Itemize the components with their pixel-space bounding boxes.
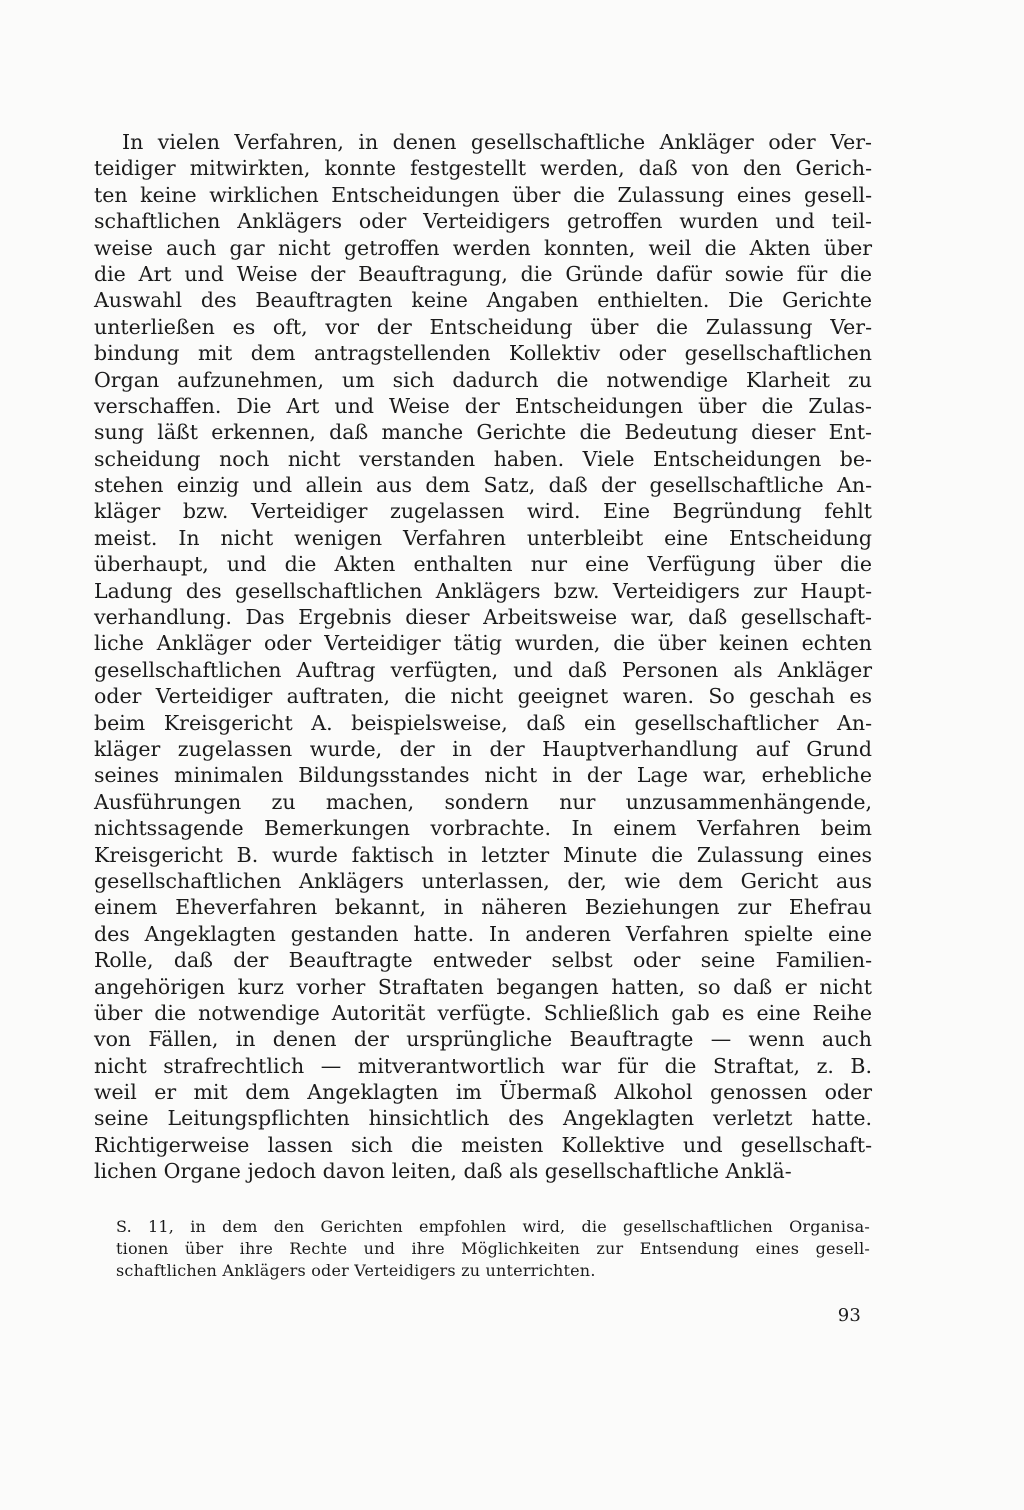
- main-text-line: über die notwendige Autorität verfügte. Schließlich gab es eine Reihe: [94, 1000, 872, 1025]
- footnote-line: tionen über ihre Rechte und ihre Möglichkeiten zur Entsendung eines gesell-: [116, 1239, 870, 1258]
- main-text-line: sung läßt erkennen, daß manche Gerichte die Bedeutung dieser Ent-: [94, 420, 872, 445]
- main-text-line: angehörigen kurz vorher Straftaten begangen hatten, so daß er nicht: [94, 974, 872, 999]
- main-text-line: liche Ankläger oder Verteidiger tätig wurden, die über keinen echten: [94, 631, 872, 656]
- main-text-line: bindung mit dem antragstellenden Kollektiv oder gesellschaftlichen: [94, 341, 872, 366]
- main-text-line: kläger zugelassen wurde, der in der Hauptverhandlung auf Grund: [94, 736, 872, 761]
- main-text-line: die Art und Weise der Beauftragung, die Gründe dafür sowie für die: [94, 261, 872, 286]
- main-text-line: weil er mit dem Angeklagten im Übermaß Alkohol genossen oder: [94, 1080, 872, 1105]
- main-text-line: seines minimalen Bildungsstandes nicht in der Lage war, erhebliche: [94, 763, 872, 788]
- main-text-line: von Fällen, in denen der ursprüngliche Beauftragte — wenn auch: [94, 1027, 872, 1052]
- footnote-block: [116, 1216, 870, 1282]
- main-text-line: beim Kreisgericht A. beispielsweise, daß ein gesellschaftlicher An-: [94, 710, 872, 735]
- main-text-line: gesellschaftlichen Auftrag verfügten, und daß Personen als Ankläger: [94, 657, 872, 682]
- main-text-line: stehen einzig und allein aus dem Satz, daß der gesellschaftliche An-: [94, 473, 872, 498]
- main-text-line: weise auch gar nicht getroffen werden konnten, weil die Akten über: [94, 235, 872, 260]
- main-text-line: meist. In nicht wenigen Verfahren unterbleibt eine Entscheidung: [94, 525, 872, 550]
- main-text-line: ten keine wirklichen Entscheidungen über die Zulassung eines gesell-: [94, 182, 872, 207]
- main-text-line: In vielen Verfahren, in denen gesellschaftliche Ankläger oder Ver-: [122, 130, 872, 154]
- main-text-line: Kreisgericht B. wurde faktisch in letzter Minute die Zulassung eines: [94, 842, 872, 867]
- main-text-line: schaftlichen Anklägers oder Verteidigers getroffen wurden und teil-: [94, 209, 872, 234]
- footnote-line: schaftlichen Anklägers oder Verteidigers zu unterrichten.: [116, 1261, 596, 1280]
- main-text-line: Ladung des gesellschaftlichen Anklägers bzw. Verteidigers zur Haupt-: [94, 578, 872, 603]
- main-text-line: Auswahl des Beauftragten keine Angaben enthielten. Die Gerichte: [94, 288, 872, 313]
- main-text-line: seine Leitungspflichten hinsichtlich des Angeklagten verletzt hatte.: [94, 1106, 872, 1131]
- main-text-line: des Angeklagten gestanden hatte. In anderen Verfahren spielte eine: [94, 921, 872, 946]
- main-text-line: gesellschaftlichen Anklägers unterlassen, der, wie dem Gericht aus: [94, 868, 872, 893]
- main-text-line: teidiger mitwirkten, konnte festgestellt werden, daß von den Gerich-: [94, 156, 872, 181]
- main-text-line: scheidung noch nicht verstanden haben. Viele Entscheidungen be-: [94, 446, 872, 471]
- main-text-line: Ausführungen zu machen, sondern nur unzusammenhängende,: [94, 789, 872, 814]
- main-text-line: Richtigerweise lassen sich die meisten Kollektive und gesellschaft-: [94, 1132, 872, 1157]
- main-text-line: überhaupt, und die Akten enthalten nur eine Verfügung über die: [94, 552, 872, 577]
- main-text-line: Organ aufzunehmen, um sich dadurch die notwendige Klarheit zu: [94, 367, 872, 392]
- main-text-line: Rolle, daß der Beauftragte entweder selbst oder seine Familien-: [94, 948, 872, 973]
- main-text-line: lichen Organe jedoch davon leiten, daß als gesellschaftliche Anklä-: [94, 1159, 792, 1184]
- page-number: 93: [837, 1305, 861, 1326]
- main-text-line: oder Verteidiger auftraten, die nicht geeignet waren. So geschah es: [94, 684, 872, 709]
- main-text-line: nichtssagende Bemerkungen vorbrachte. In einem Verfahren beim: [94, 816, 872, 841]
- main-text-line: verhandlung. Das Ergebnis dieser Arbeitsweise war, daß gesellschaft-: [94, 605, 872, 630]
- main-text-line: unterließen es oft, vor der Entscheidung über die Zulassung Ver-: [94, 314, 872, 339]
- main-text-line: nicht strafrechtlich — mitverantwortlich war für die Straftat, z. B.: [94, 1053, 872, 1078]
- main-text-line: einem Eheverfahren bekannt, in näheren Beziehungen zur Ehefrau: [94, 895, 872, 920]
- main-text-line: verschaffen. Die Art und Weise der Entscheidungen über die Zulas-: [94, 393, 872, 418]
- main-text-block: [94, 129, 872, 1185]
- footnote-line: S. 11, in dem den Gerichten empfohlen wird, die gesellschaftlichen Organisa-: [116, 1217, 870, 1236]
- main-text-line: kläger bzw. Verteidiger zugelassen wird. Eine Begründung fehlt: [94, 499, 872, 524]
